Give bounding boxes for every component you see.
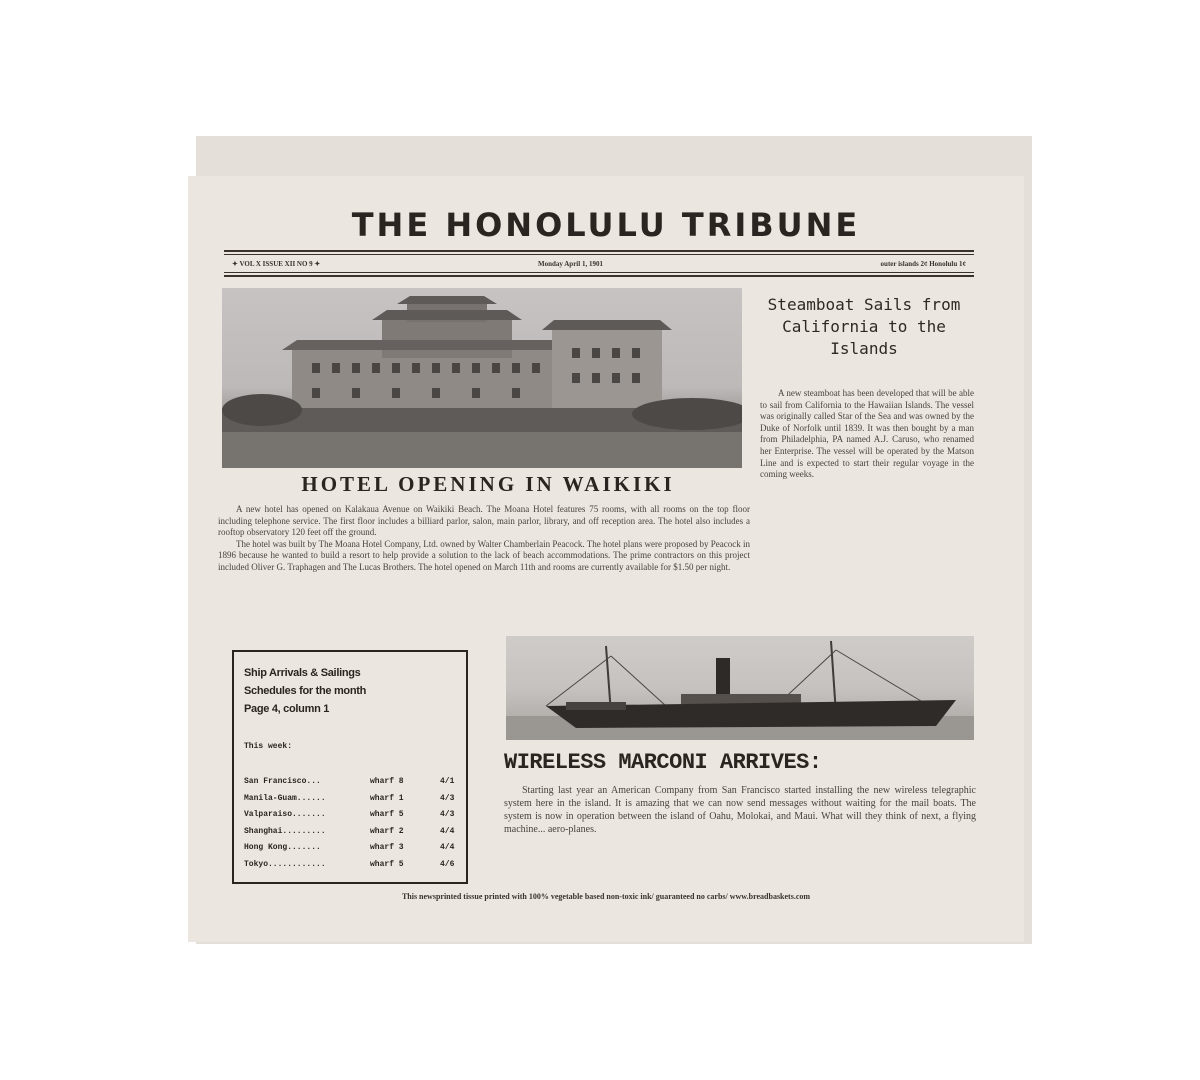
schedule-title-line: Schedules for the month bbox=[244, 685, 367, 697]
newspaper-sheet bbox=[188, 176, 1024, 942]
schedule-port: Manila-Guam...... bbox=[244, 793, 326, 803]
hotel-article bbox=[218, 504, 750, 574]
issue-date: Monday April 1, 1901 bbox=[538, 260, 603, 268]
masthead-rule-top bbox=[224, 250, 974, 252]
steamship-illustration bbox=[506, 636, 974, 740]
schedule-title-line: Page 4, column 1 bbox=[244, 703, 330, 715]
steamboat-article bbox=[760, 388, 974, 481]
masthead: THE HONOLULU TRIBUNE bbox=[351, 206, 861, 244]
schedule-wharf: wharf 1 bbox=[370, 793, 404, 803]
schedule-row bbox=[244, 807, 454, 824]
hotel-paragraph-1: A new hotel has opened on Kalakaua Avenue on Waikiki Beach. The Moana Hotel features 75 rooms, with all rooms on the top floor including telephone service. The first floor includes a billiard parlor, salon, main parlor, library, and off reception area. The hotel also includes a rooftop observatory 120 feet off the ground. bbox=[218, 504, 750, 538]
schedule-date: 4/3 bbox=[440, 810, 455, 819]
schedule-wharf: wharf 5 bbox=[370, 859, 404, 869]
schedule-date: 4/3 bbox=[440, 793, 455, 803]
schedule-port: San Francisco... bbox=[244, 777, 321, 786]
steamboat-paragraph: A new steamboat has been developed that will be able to sail from California to the Hawaiian Islands. The vessel was originally called Star of the Sea and was owned by the Duke of Norfolk until 1839. It was then bought by a man from Philadelphia, PA named A.J. Caruso, who renamed her Enterprise. The vessel will be operated by the Matson Line and is expected to start their regular voyage in the coming weeks. bbox=[760, 388, 974, 480]
schedule-row bbox=[244, 840, 454, 857]
schedule-date: 4/4 bbox=[440, 843, 455, 852]
hotel-photo bbox=[222, 288, 742, 468]
hotel-headline: HOTEL OPENING IN WAIKIKI bbox=[301, 472, 675, 496]
dateline-rule-bottom-thick bbox=[224, 275, 974, 277]
steamship-photo bbox=[506, 636, 974, 740]
issue-info: ✦ VOL X ISSUE XII NO 9 ✦ bbox=[232, 260, 321, 268]
schedule-date: 4/6 bbox=[440, 859, 455, 869]
schedule-port: Hong Kong....... bbox=[244, 843, 321, 852]
schedule-port: Valparaiso....... bbox=[244, 810, 326, 819]
issue-price: outer islands 2¢ Honolulu 1¢ bbox=[880, 260, 966, 268]
masthead-rule-top-thin bbox=[224, 254, 974, 255]
schedule-port: Tokyo............ bbox=[244, 859, 326, 869]
footer-note: This newsprinted tissue printed with 100% vegetable based non-toxic ink/ guaranteed no carbs/ www.breadbaskets.com bbox=[401, 892, 811, 901]
wireless-paragraph: Starting last year an American Company from San Francisco started installing the new wireless telegraphic system here in the island. It is amazing that we can now send messages without waiting for the mail boats. The system is now in operation between the island of Oahu, Molokai, and Maui. What will they think of next, a flying machine... aero-planes. bbox=[504, 785, 976, 835]
schedule-port: Shanghai......... bbox=[244, 826, 326, 836]
schedule-title bbox=[244, 664, 366, 718]
schedule-row bbox=[244, 824, 454, 841]
schedule-rows bbox=[244, 774, 454, 873]
schedule-wharf: wharf 8 bbox=[370, 777, 404, 786]
schedule-row bbox=[244, 791, 454, 808]
schedule-wharf: wharf 3 bbox=[370, 843, 404, 852]
wireless-article bbox=[504, 784, 976, 836]
schedule-row bbox=[244, 774, 454, 791]
schedule-this-week-label: This week: bbox=[244, 742, 293, 751]
schedule-title-line: Ship Arrivals & Sailings bbox=[244, 667, 361, 679]
hotel-illustration bbox=[222, 288, 742, 468]
schedule-date: 4/4 bbox=[440, 826, 455, 836]
dateline-rule-bottom bbox=[224, 272, 974, 273]
hotel-paragraph-2: The hotel was built by The Moana Hotel Company, Ltd. owned by Walter Chamberlain Peacock. The hotel plans were proposed by Peacock in 1896 because he wanted to build a resort to help provide a solution to the lack of beach accommodations. The prime contractors on this project included Oliver G. Traphagen and The Lucas Brothers. The hotel opened on March 11th and rooms are currently available for $1.50 per night. bbox=[218, 538, 750, 572]
schedule-date: 4/1 bbox=[440, 777, 455, 786]
steamboat-headline: Steamboat Sails from California to the Islands bbox=[767, 295, 961, 358]
ship-schedule-box bbox=[232, 650, 468, 884]
dateline bbox=[228, 260, 970, 272]
schedule-row bbox=[244, 857, 454, 874]
wireless-headline: WIRELESS MARCONI ARRIVES: bbox=[504, 750, 822, 775]
schedule-wharf: wharf 2 bbox=[370, 826, 404, 836]
schedule-wharf: wharf 5 bbox=[370, 810, 404, 819]
